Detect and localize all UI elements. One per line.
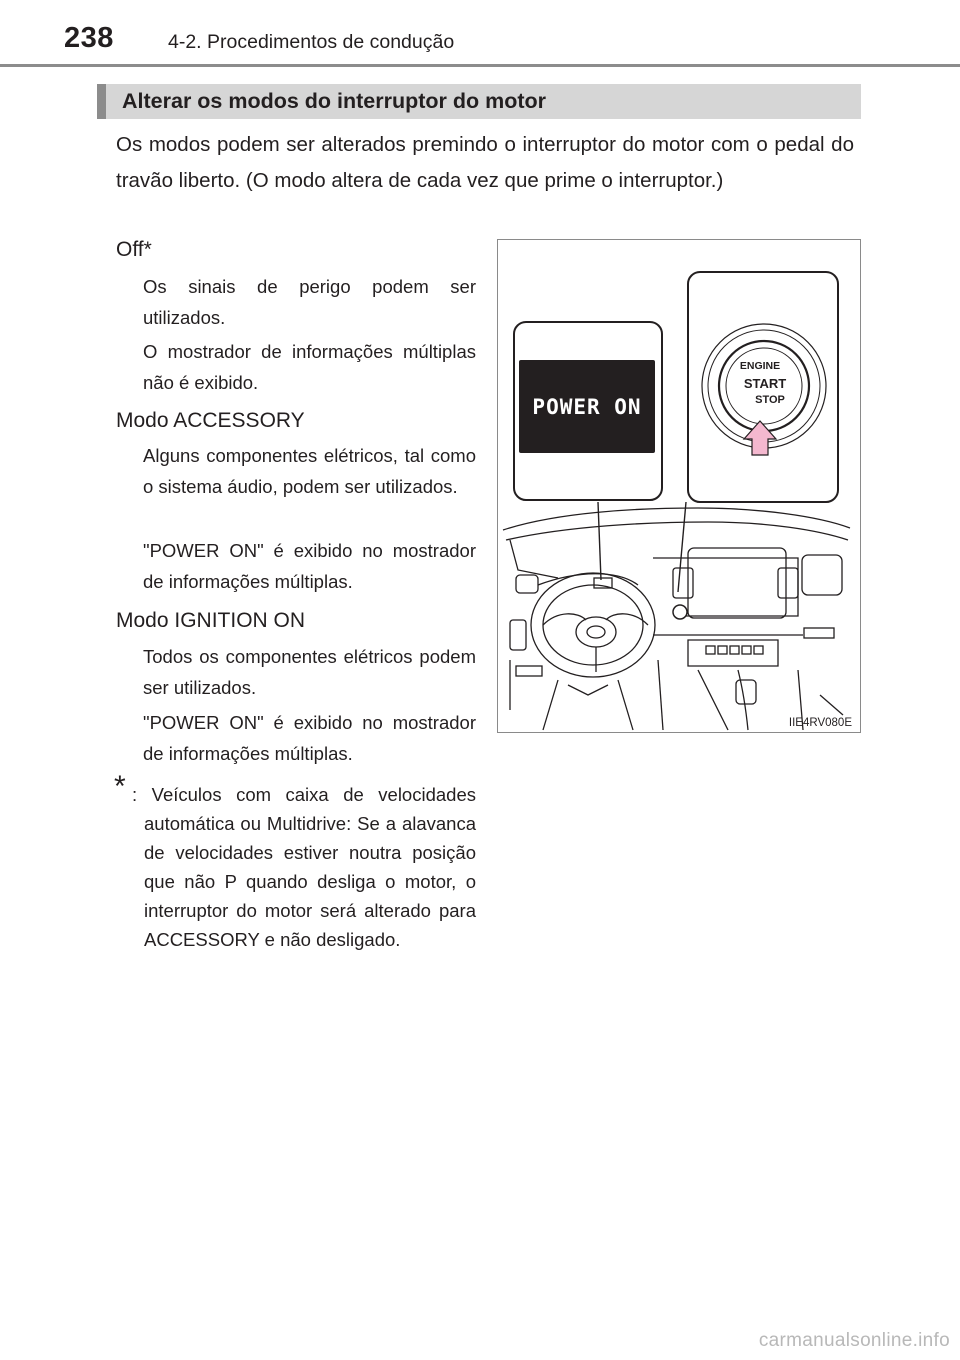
page-number: 238	[64, 22, 114, 54]
button-label-engine: ENGINE	[739, 360, 781, 372]
section-title: Alterar os modos do interruptor do motor	[122, 89, 547, 113]
watermark: carmanualsonline.info	[758, 1330, 950, 1351]
running-head: 4-2. Procedimentos de condução	[168, 31, 455, 53]
footnote-marker: *	[114, 770, 126, 803]
dash-engine-button	[673, 605, 687, 619]
mode-ignition-paragraph-1: Todos os componentes elétricos podem ser utilizados.	[143, 646, 476, 698]
mode-off-paragraph-1: Os sinais de perigo podem ser utilizados.	[143, 276, 476, 328]
header-rule	[0, 64, 960, 67]
footnote-text	[132, 780, 476, 954]
figure-code: IIE4RV080E	[788, 717, 852, 729]
mode-title-off: Off*	[116, 238, 152, 261]
footnote-body: : Veículos com caixa de velocidades automática ou Multidrive: Se a alavanca de velocidades estiver noutra posição que não P quando desliga o motor, o interruptor do motor será alterado para ACCESSORY e não desligado.	[132, 784, 476, 950]
button-label-stop: STOP	[755, 394, 785, 406]
mode-accessory-paragraph-2: "POWER ON" é exibido no mostrador de informações múltiplas.	[143, 540, 476, 592]
callout-leader-display	[598, 502, 601, 580]
callout-leader-button	[678, 502, 686, 592]
mode-off-paragraph-2: O mostrador de informações múltiplas não é exibido.	[143, 341, 476, 393]
mode-ignition-paragraph-2: "POWER ON" é exibido no mostrador de informações múltiplas.	[143, 712, 476, 764]
mode-title-accessory: Modo ACCESSORY	[116, 409, 305, 432]
dashboard-drawing	[498, 240, 859, 731]
dashboard-outline	[503, 508, 850, 730]
mode-title-ignition-on: Modo IGNITION ON	[116, 609, 306, 632]
dashboard-illustration	[497, 239, 861, 733]
button-label-start: START	[743, 376, 787, 391]
intro-paragraph: Os modos podem ser alterados premindo o interruptor do motor com o pedal do travão liberto. (O modo altera de cada vez que prime o interruptor.)	[116, 133, 854, 192]
section-heading-bar	[97, 84, 861, 119]
power-on-display-text: POWER ON	[532, 395, 642, 419]
mode-accessory-paragraph-1: Alguns componentes elétricos, tal como o sistema áudio, podem ser utilizados.	[143, 445, 476, 497]
